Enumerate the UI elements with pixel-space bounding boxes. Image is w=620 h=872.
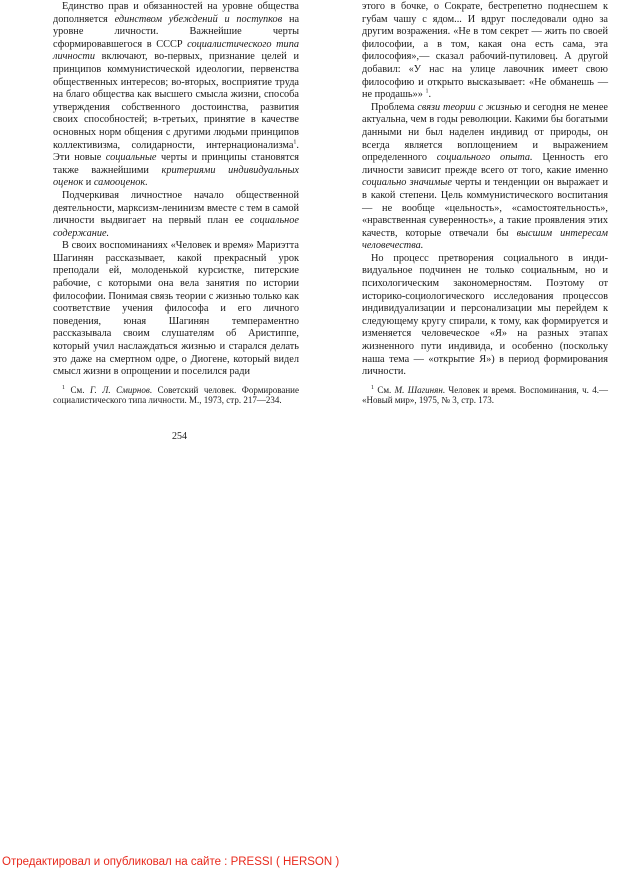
left-footnote: $^1$ См. Г. Л. Смирнов. Советский человек. Формирование социалистического типа личности. М., 1973, стр. 217—234. (53, 384, 299, 406)
left-paragraph-2: Подчеркивая личностное начало общественной деятельности, марксизм-ленинизм вместе с тем в самой личности выдвигает на первый план ее социальное содержание. (53, 189, 299, 239)
right-paragraph-1: этого в бочке, о Сократе, бестрепетно поднесшем к губам чашу с ядом... И вдруг последовали одно за другим возражения. «Не в том секрет — жить по своей философии, а в том, какая она есть сама, эта философия»,— сказал рабочий-путиловец. А другой добавил: «У нас на улице лавочник имеет свою философию и открыто высказывает: «Не обманешь — не продашь»» $^1$. (362, 1, 608, 101)
right-paragraph-3: Но процесс претворения социального в индивидуальное подчинен не только социальным, но и психологическим закономерностям. Поэтому от историко-социологического исследования процессов индивидуализации и персонализации мы перейдем к следующему кругу спирали, к тому, как формируется и изменяется человеческое «Я» на разных этапах жизненного пути индивида, и особенно (поскольку наша тема — «открытие Я») в период формирования личности. (362, 252, 608, 378)
right-paragraph-2: Проблема связи теории с жизнью и сегодня не менее актуальна, чем в годы революции. Какими бы богатыми данными ни был наделен индивид от природы, он всегда является воплощением и выражением определенного социального опыта. Ценность его личности зависит прежде всего от того, какие именно социально значимые черты и тенденции он выражает и в какой степени. Цель коммунистического воспитания — не вообще «цельность», «самостоятельность», «нравственная суверенность», а такие проявления этих качеств, которые отвечали бы высшим интересам человечества. (362, 101, 608, 252)
left-paragraph-3: В своих воспоминаниях «Человек и время» Мариэтта Шагинян рассказывает, какой прекрасный урок преподали ей, молоденькой курсистке, питерские рабочие, с которыми она вела занятия по истории философии. Понимая связь теории с жизнью только как соответствие учения философа и его личного поведения, юная Шагинян темпераментно рассказывала своим слушателям об Аристиппе, который учил наслаждаться жизнью и старался делать это даже на смертном одре, о Диогене, который видел смысл жизни в опрощении и поселился ради (53, 240, 299, 378)
left-paragraph-1: Единство прав и обязанностей на уровне общества дополняется единством убеждений и поступков на уровне личности. Важнейшие черты сформировавшегося в СССР социалистического типа личности включают, во-первых, признание целей и принципов коммунистической идеологии, первенства общественных интересов; во-вторых, восприятие труда на благо общества как высшего смысла жизни, способа утверждения собственного достоинства, развития своих способностей; в-третьих, принятие в качестве основных норм общения с другими людьми принципов коллективизма, солидарности, интернационализма$^1$. Эти новые социальные черты и принципы становятся также важнейшими критериями индивидуальных оценок и самооценок. (53, 1, 300, 189)
footer-credit: Отредактировал и опубликовал на сайте : PRESSI ( HERSON ) (2, 856, 340, 868)
footnote-marker: 1 (425, 88, 429, 95)
page-number: 254 (172, 431, 187, 442)
left-column (53, 1, 299, 406)
right-column (362, 1, 608, 406)
footnote-marker: 1 (293, 139, 297, 146)
right-footnote: $^1$ См. М. Шагинян. Человек и время. Воспоминания, ч. 4.— «Новый мир», 1975, № 3, стр. 173. (362, 384, 608, 406)
